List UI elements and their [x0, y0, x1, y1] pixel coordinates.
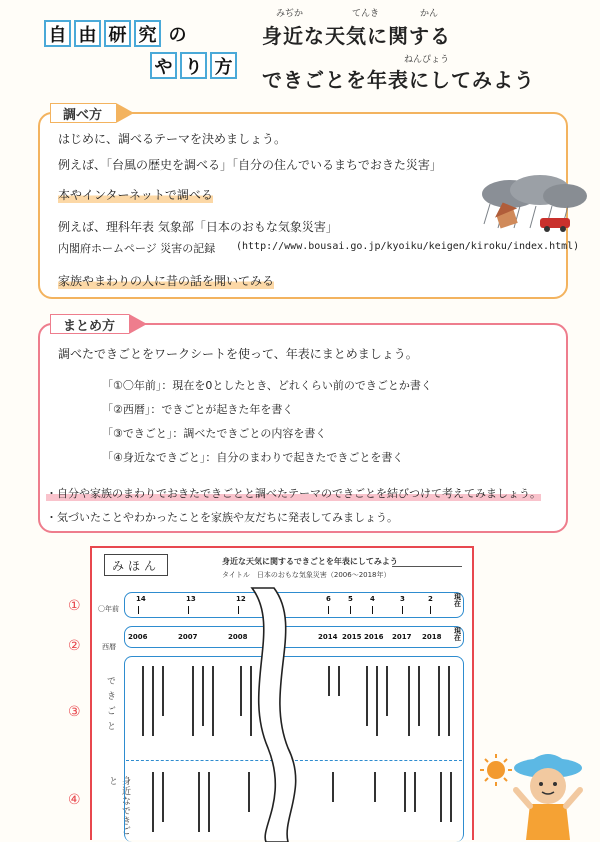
summary-note-2: ・気づいたことやわかったことを家族や友だちに発表してみましょう。	[46, 511, 398, 524]
title-row-1	[44, 20, 191, 47]
headline-2: できごとを年表にしてみよう	[262, 68, 535, 92]
tick-label-now: 現在	[454, 593, 461, 608]
year-label: 2017	[392, 633, 412, 641]
summary-step-4: 「④身近なできごと」：自分のまわりで起きたできごとを書く	[102, 451, 404, 464]
method-line-3: 本やインターネットで調べる	[58, 188, 213, 202]
method-line-6: 家族やまわりの人に昔の話を聞いてみる	[58, 274, 275, 288]
year-label: 2018	[422, 633, 442, 641]
storm-cloud-illustration	[470, 174, 588, 234]
title-char: 究	[134, 20, 161, 47]
sample-worksheet	[90, 546, 474, 840]
section-tag-pencil	[50, 102, 134, 124]
tick-label: 14	[136, 595, 146, 603]
sheet-title: 身近な天気に関するできごとを年表にしてみよう	[222, 557, 398, 566]
pencil-tip-icon	[129, 314, 147, 334]
year-label: 2008	[228, 633, 248, 641]
header	[0, 0, 600, 100]
ruby-michika: みぢか	[276, 9, 304, 19]
row-number-3: ③	[68, 704, 81, 720]
title-char: の	[168, 24, 187, 46]
section-summary-method	[38, 318, 568, 533]
year-label: 2014	[318, 633, 338, 641]
title-char: 研	[104, 20, 131, 47]
method-line-5: 内閣府ホームページ 災害の記録	[58, 242, 216, 255]
summary-step-2: 「②西暦」：できごとが起きた年を書く	[102, 403, 294, 416]
year-label: 2015	[342, 633, 362, 641]
tick-label: 12	[236, 595, 246, 603]
kid-with-sun-illustration	[478, 740, 588, 840]
pencil-tip-icon	[116, 103, 134, 123]
tick-label: 6	[326, 595, 331, 603]
summary-note-1: ・自分や家族のまわりでおきたできごとと調べたテーマのできごとを結びつけて考えてみましょう。	[46, 487, 541, 500]
title-char: や	[150, 52, 177, 79]
timeline-break-wave	[92, 548, 476, 842]
headline-1: 身近な天気に関する	[262, 24, 451, 48]
row-label-local-events: 身近なできごと	[107, 776, 130, 836]
summary-line-1: 調べたできごとをワークシートを使って、年表にまとめましょう。	[58, 347, 418, 361]
year-label-now: 現在	[454, 627, 461, 642]
ruby-nenpyou: ねんぴょう	[404, 55, 450, 65]
sheet-sub-value: 日本のおもな気象災害（2006～2018年）	[256, 571, 391, 579]
summary-step-3: 「③できごと」：調べたできごとの内容を書く	[102, 427, 327, 440]
ruby-kan: かん	[420, 9, 439, 19]
section-tag-label: 調べ方	[50, 103, 116, 123]
year-label: 2006	[128, 633, 148, 641]
method-line-1: はじめに、調べるテーマを決めましょう。	[58, 132, 287, 146]
title-char: 方	[210, 52, 237, 79]
tick-label: 2	[428, 595, 433, 603]
row-label-events: できごと	[105, 676, 115, 736]
method-url[interactable]: (http://www.bousai.go.jp/kyoiku/keigen/kiroku/index.html)	[236, 241, 580, 252]
summary-step-1: 「①〇年前」：現在を0としたとき、どれくらい前のできごとか書く	[102, 379, 432, 392]
row-label-year: 西暦	[102, 643, 116, 651]
method-line-4: 例えば、理科年表 気象部「日本のおもな気象災害」	[58, 220, 338, 234]
sheet-sub-label: タイトル	[222, 571, 250, 579]
year-label: 2016	[364, 633, 384, 641]
row-number-1: ①	[68, 598, 81, 614]
method-line-2: 例えば、「台風の歴史を調べる」「自分の住んでいるまちでおきた災害」	[58, 158, 442, 172]
title-char: り	[180, 52, 207, 79]
year-label: 2007	[178, 633, 198, 641]
row-number-4: ④	[68, 792, 81, 808]
tick-label: 13	[186, 595, 196, 603]
row-number-2: ②	[68, 638, 81, 654]
title-char: 自	[44, 20, 71, 47]
tick-label: 5	[348, 595, 353, 603]
sample-label: みほん	[104, 554, 168, 576]
section-tag-pencil	[50, 313, 147, 335]
title-row-2	[150, 52, 237, 79]
title-char: 由	[74, 20, 101, 47]
tick-label: 4	[370, 595, 375, 603]
tick-label: 3	[400, 595, 405, 603]
row-label-years-ago: 〇年前	[98, 605, 119, 613]
ruby-tenki: てんき	[352, 9, 380, 19]
section-tag-label: まとめ方	[50, 314, 129, 334]
